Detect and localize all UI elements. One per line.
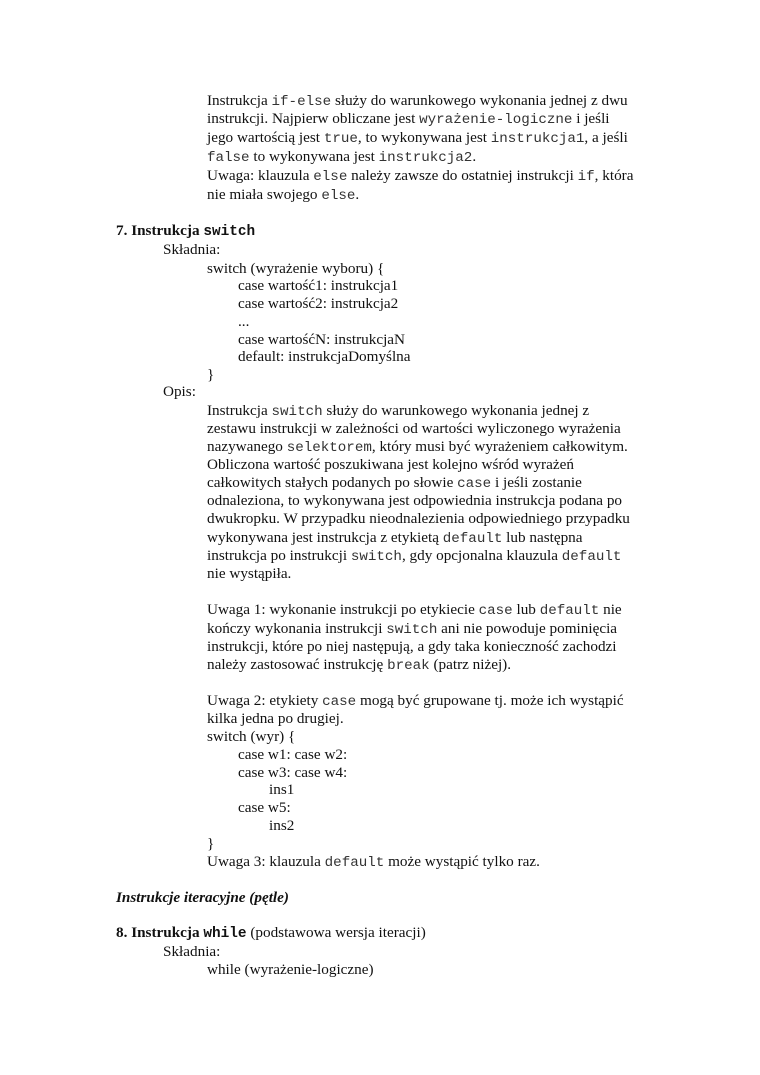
desc-line-2: zestawu instrukcji w zależności od wartości wyliczonego wyrażenia	[207, 420, 621, 437]
desc-line-4: Obliczona wartość poszukiwana jest kolejno wśród wyrażeń	[207, 456, 574, 473]
code-if-else: if-else	[271, 94, 332, 110]
iteration-heading: Instrukcje iteracyjne (pętle)	[116, 889, 289, 906]
note1-line-4: należy zastosować instrukcję break (patrz niżej).	[207, 656, 512, 674]
code-case-w5: case w5:	[238, 799, 291, 816]
note1-line-1: Uwaga 1: wykonanie instrukcji po etykiecie case lub default nie	[207, 601, 622, 619]
ifelse-line-3: jego wartością jest true, to wykonywana jest instrukcja1, a jeśli	[207, 129, 628, 147]
code-else: else	[313, 169, 348, 185]
code-wyrazenie-logiczne: wyrażenie-logiczne	[419, 112, 573, 128]
note1-line-3: instrukcji, które po niej następują, a gdy taka konieczność zachodzi	[207, 638, 617, 655]
ifelse-line-1: Instrukcja if-else służy do warunkowego wykonania jednej z dwu	[207, 92, 628, 110]
syntax-default: default: instrukcjaDomyślna	[238, 348, 411, 365]
section-7-heading: 7. Instrukcja switch	[116, 222, 256, 240]
code-case: case	[457, 476, 492, 492]
code-switch: switch	[386, 622, 438, 638]
code-default: default	[539, 603, 600, 619]
code-else: else	[321, 188, 356, 204]
ifelse-line-6: nie miała swojego else.	[207, 186, 360, 204]
ifelse-line-4: false to wykonywana jest instrukcja2.	[207, 148, 477, 166]
desc-line-8: wykonywana jest instrukcja z etykietą default lub następna	[207, 529, 583, 547]
syntax-caseN: case wartośćN: instrukcjaN	[238, 331, 406, 348]
code-false: false	[207, 150, 250, 166]
code-default: default	[561, 549, 622, 565]
code-selektorem: selektorem	[286, 440, 372, 456]
code-switch: switch	[203, 224, 256, 240]
code-switch-open: switch (wyr) {	[207, 728, 296, 745]
syntax-switch-open: switch (wyrażenie wyboru) {	[207, 260, 385, 277]
ifelse-line-2: instrukcji. Najpierw obliczane jest wyrażenie-logiczne i jeśli	[207, 110, 610, 128]
code-default: default	[442, 531, 503, 547]
syntax-dots: ...	[238, 313, 250, 330]
note3-line: Uwaga 3: klauzula default może wystąpić tylko raz.	[207, 853, 540, 871]
code-case-w1-w2: case w1: case w2:	[238, 746, 348, 763]
desc-line-3: nazywanego selektorem, który musi być wyrażeniem całkowitym.	[207, 438, 628, 456]
code-default: default	[324, 855, 385, 871]
opis-label: Opis:	[163, 383, 196, 400]
code-ins2: ins2	[269, 817, 295, 834]
desc-line-7: dwukropku. W przypadku nieodnalezienia odpowiedniego przypadku	[207, 510, 630, 527]
desc-line-10: nie wystąpiła.	[207, 565, 292, 582]
code-true: true	[323, 131, 358, 147]
code-case: case	[478, 603, 513, 619]
desc-line-5: całkowitych stałych podanych po słowie case i jeśli zostanie	[207, 474, 582, 492]
syntax-while: while (wyrażenie-logiczne)	[207, 961, 374, 978]
code-break: break	[387, 658, 430, 674]
code-instrukcja2: instrukcja2	[378, 150, 473, 166]
syntax-label-8: Składnia:	[163, 943, 221, 960]
code-switch-close: }	[207, 835, 215, 852]
syntax-close: }	[207, 366, 215, 383]
code-ins1: ins1	[269, 781, 295, 798]
note2-line-2: kilka jedna po drugiej.	[207, 710, 344, 727]
syntax-label: Składnia:	[163, 241, 221, 258]
ifelse-line-5: Uwaga: klauzula else należy zawsze do ostatniej instrukcji if, która	[207, 167, 634, 185]
code-instrukcja1: instrukcja1	[490, 131, 585, 147]
code-switch: switch	[271, 404, 323, 420]
note1-line-2: kończy wykonania instrukcji switch ani nie powoduje pominięcia	[207, 620, 618, 638]
syntax-case2: case wartość2: instrukcja2	[238, 295, 399, 312]
note2-line-1: Uwaga 2: etykiety case mogą być grupowane tj. może ich wystąpić	[207, 692, 624, 710]
syntax-case1: case wartość1: instrukcja1	[238, 277, 399, 294]
code-while: while	[203, 926, 247, 942]
desc-line-6: odnaleziona, to wykonywana jest odpowiednia instrukcja podana po	[207, 492, 623, 509]
desc-line-9: instrukcja po instrukcji switch, gdy opcjonalna klauzula default	[207, 547, 622, 565]
code-if: if	[577, 169, 595, 185]
section-8-heading: 8. Instrukcja while (podstawowa wersja iteracji)	[116, 924, 426, 942]
code-case-w3-w4: case w3: case w4:	[238, 764, 348, 781]
code-switch: switch	[350, 549, 402, 565]
code-case: case	[322, 694, 357, 710]
desc-line-1: Instrukcja switch służy do warunkowego wykonania jednej z	[207, 402, 590, 420]
